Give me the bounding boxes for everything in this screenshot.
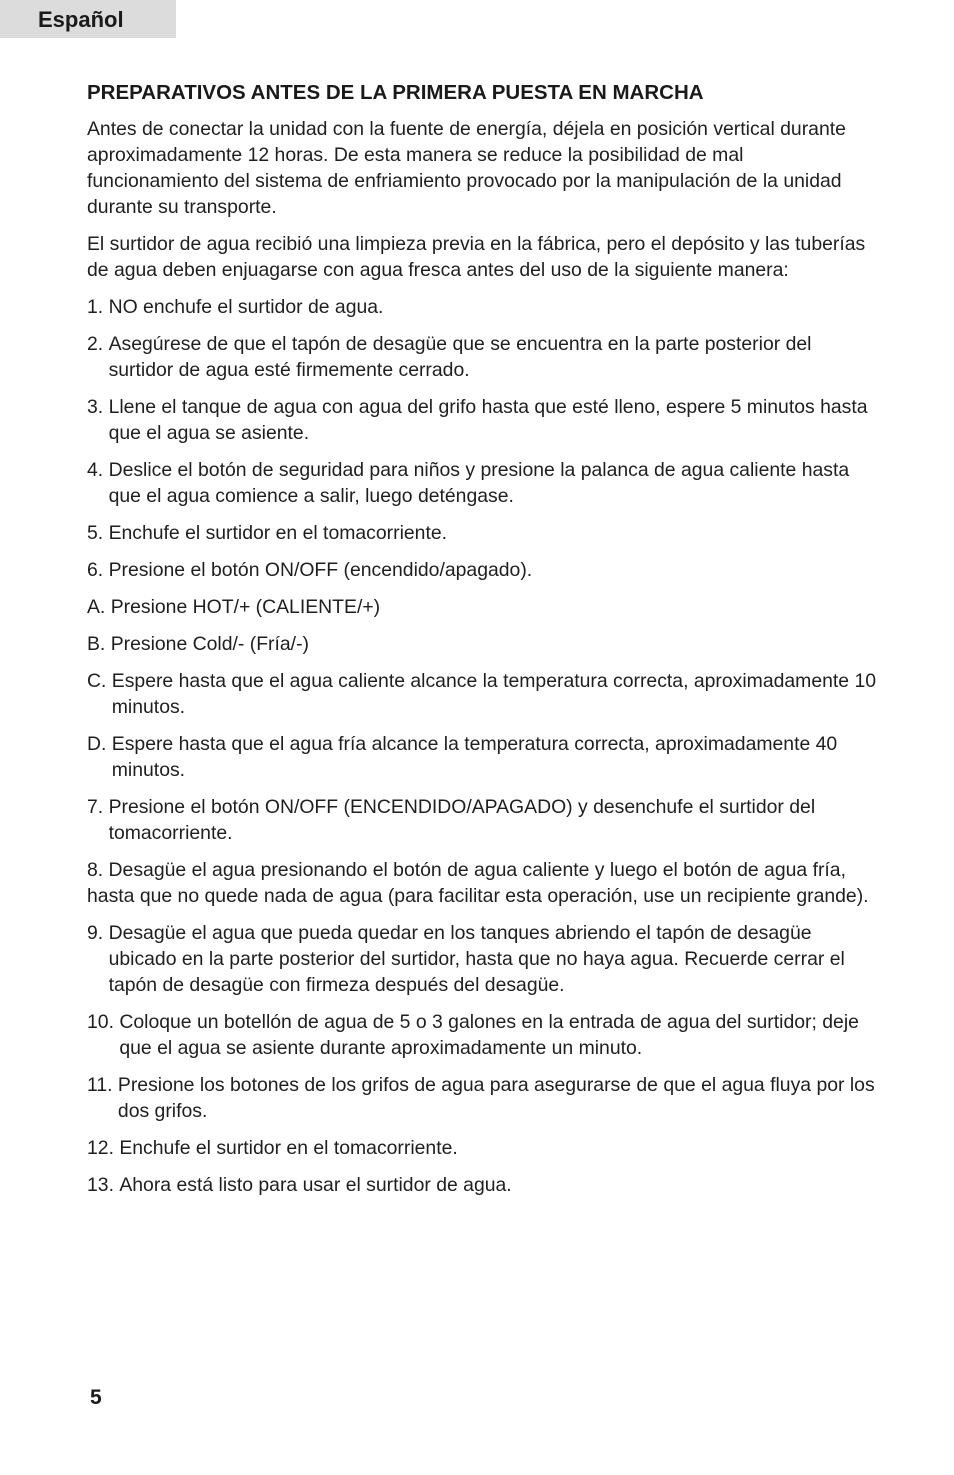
list-item (87, 920, 877, 998)
list-item (87, 1135, 877, 1161)
list-item (87, 294, 877, 320)
step-number: 13. (87, 1174, 120, 1196)
step-number: 11. (87, 1074, 118, 1096)
list-item (87, 731, 877, 783)
step-text: Enchufe el surtidor en el tomacorriente. (108, 522, 447, 544)
main-content (87, 80, 877, 1209)
step-number: D. (87, 733, 112, 755)
step-number: A. (87, 596, 111, 618)
list-item (87, 594, 877, 620)
step-text: Presione el botón ON/OFF (encendido/apagado). (108, 559, 533, 581)
step-text: Asegúrese de que el tapón de desagüe que se encuentra en la parte posterior del surtidor de agua esté firmemente cerrado. (108, 333, 812, 381)
list-item (87, 1172, 877, 1198)
step-number: 10. (87, 1011, 120, 1033)
step-text: 8. Desagüe el agua presionando el botón de agua caliente y luego el botón de agua fría, hasta que no quede nada de agua (para facilitar esta operación, use un recipiente grande). (87, 859, 869, 907)
list-item (87, 394, 877, 446)
rinse-paragraph: El surtidor de agua recibió una limpieza previa en la fábrica, pero el depósito y las tuberías de agua deben enjuagarse con agua fresca antes del uso de la siguiente manera: (87, 233, 866, 281)
step-text: Coloque un botellón de agua de 5 o 3 galones en la entrada de agua del surtidor; deje que el agua se asiente durante aproximadamente un minuto. (119, 1011, 859, 1059)
step-number: 12. (87, 1137, 120, 1159)
section-title: PREPARATIVOS ANTES DE LA PRIMERA PUESTA EN MARCHA (87, 81, 704, 104)
step-text: Presione el botón ON/OFF (ENCENDIDO/APAGADO) y desenchufe el surtidor del tomacorriente. (108, 796, 816, 844)
intro-paragraph: Antes de conectar la unidad con la fuente de energía, déjela en posición vertical durante aproximadamente 12 horas. De esta manera se reduce la posibilidad de mal funcionamiento del sistema de enfriamiento provocado por la manipulación de la unidad durante su transporte. (87, 118, 846, 218)
step-number: 9. (87, 922, 109, 944)
step-number: 2. (87, 333, 109, 355)
list-item (87, 668, 877, 720)
step-text: Presione Cold/- (Fría/-) (110, 633, 309, 655)
step-text: Llene el tanque de agua con agua del grifo hasta que esté lleno, espere 5 minutos hasta que el agua se asiente. (108, 396, 868, 444)
step-number: 5. (87, 522, 109, 544)
step-number: 6. (87, 559, 109, 581)
page-number: 5 (90, 1386, 102, 1409)
list-item (87, 857, 877, 909)
step-text: Enchufe el surtidor en el tomacorriente. (119, 1137, 458, 1159)
step-text: Deslice el botón de seguridad para niños y presione la palanca de agua caliente hasta que el agua comience a salir, luego deténgase. (108, 459, 850, 507)
step-text: Presione HOT/+ (CALIENTE/+) (110, 596, 381, 618)
list-item (87, 557, 877, 583)
step-text: Espere hasta que el agua caliente alcance la temperatura correcta, aproximadamente 10 minutos. (111, 670, 877, 718)
step-number: 1. (87, 296, 109, 318)
list-item (87, 631, 877, 657)
step-text: Desagüe el agua que pueda quedar en los tanques abriendo el tapón de desagüe ubicado en la parte posterior del surtidor, hasta que no haya agua. Recuerde cerrar el tapón de desagüe con firmeza después del desagüe. (108, 922, 845, 996)
step-number: B. (87, 633, 111, 655)
step-number: 7. (87, 796, 109, 818)
list-item (87, 1009, 877, 1061)
step-text: Presione los botones de los grifos de agua para asegurarse de que el agua fluya por los dos grifos. (117, 1074, 875, 1122)
list-item (87, 1072, 877, 1124)
step-text: Ahora está listo para usar el surtidor de agua. (119, 1174, 512, 1196)
list-item (87, 520, 877, 546)
step-number: C. (87, 670, 112, 692)
list-item (87, 457, 877, 509)
step-number: 4. (87, 459, 109, 481)
step-text: NO enchufe el surtidor de agua. (108, 296, 384, 318)
step-text: Espere hasta que el agua fría alcance la temperatura correcta, aproximadamente 40 minutos. (111, 733, 838, 781)
language-tab: Español (0, 0, 176, 38)
list-item (87, 794, 877, 846)
steps-list (87, 294, 877, 1198)
step-number: 3. (87, 396, 109, 418)
list-item (87, 331, 877, 383)
